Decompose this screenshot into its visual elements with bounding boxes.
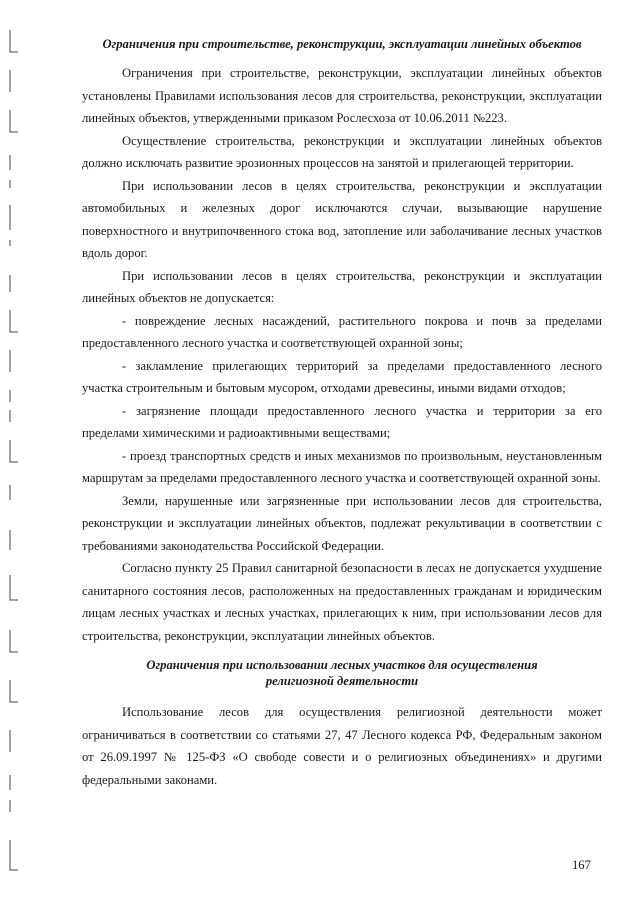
paragraph: Земли, нарушенные или загрязненные при использовании лесов для строительства, реконструкции и эксплуатации линейных объектов, подлежат рекультивации в соответствии с требованиями законодательства Российской Федерации. [82,493,602,553]
list-item: - проезд транспортных средств и иных механизмов по произвольным, неустановленным маршрутам за пределами предоставленного лесного участка и соответствующей охранной зоны. [82,448,602,485]
paragraph: Ограничения при строительстве, реконструкции, эксплуатации линейных объектов установлены Правилами использования лесов для строительства, реконструкции, эксплуатации линейных объектов, утвержденными приказом Рослесхоза от 10.06.2011 №223. [82,66,602,125]
list-item: - загрязнение площади предоставленного лесного участка и территории за его пределами химическими и радиоактивными веществами; [82,403,602,440]
list-item: - повреждение лесных насаждений, растительного покрова и почв за пределами предоставленного лесного участка и соответствующей охранной зоны; [82,313,602,350]
paragraph: Согласно пункту 25 Правил санитарной безопасности в лесах не допускается ухудшение санитарного состояния лесов, расположенных на предоставленных гражданам и юридическим лицам лесных участках и лесных участках, прилегающих к ним, при использовании лесов для строительства, реконструкции, эксплуатации линейных объектов. [82,561,602,643]
paragraph: Осуществление строительства, реконструкции и эксплуатации линейных объектов должно исключать развитие эрозионных процессов на занятой и прилегающей территории. [82,133,602,170]
list-item: - закламление прилегающих территорий за пределами предоставленного лесного участка строительным и бытовым мусором, отходами древесины, иными видами отходов; [82,358,602,395]
paragraph: При использовании лесов в целях строительства, реконструкции и эксплуатации линейных объектов не допускается: [82,268,602,305]
paragraph: При использовании лесов в целях строительства, реконструкции и эксплуатации автомобильных и железных дорог исключаются случаи, вызывающие нарушение поверхностного и внутрипочвенного стока вод, затопление или заболачивание лесных участков вдоль дорог. [82,178,602,260]
section-heading-religious-activity [82,657,602,689]
scan-margin-marks [6,30,20,890]
document-page [82,36,602,791]
page-number: 167 [572,858,591,872]
section-heading-linear-objects: Ограничения при строительстве, реконструкции, эксплуатации линейных объектов [102,37,582,51]
paragraph: Использование лесов для осуществления религиозной деятельности может ограничиваться в соответствии со статьями 27, 47 Лесного кодекса РФ, Федеральным законом от 26.09.1997 № 125-ФЗ «О свободе совести и о религиозных объединениях» и другими федеральными законами. [82,705,602,787]
heading-line: религиозной деятельности [265,674,419,688]
heading-line: Ограничения при использовании лесных участков для осуществления [146,658,538,672]
